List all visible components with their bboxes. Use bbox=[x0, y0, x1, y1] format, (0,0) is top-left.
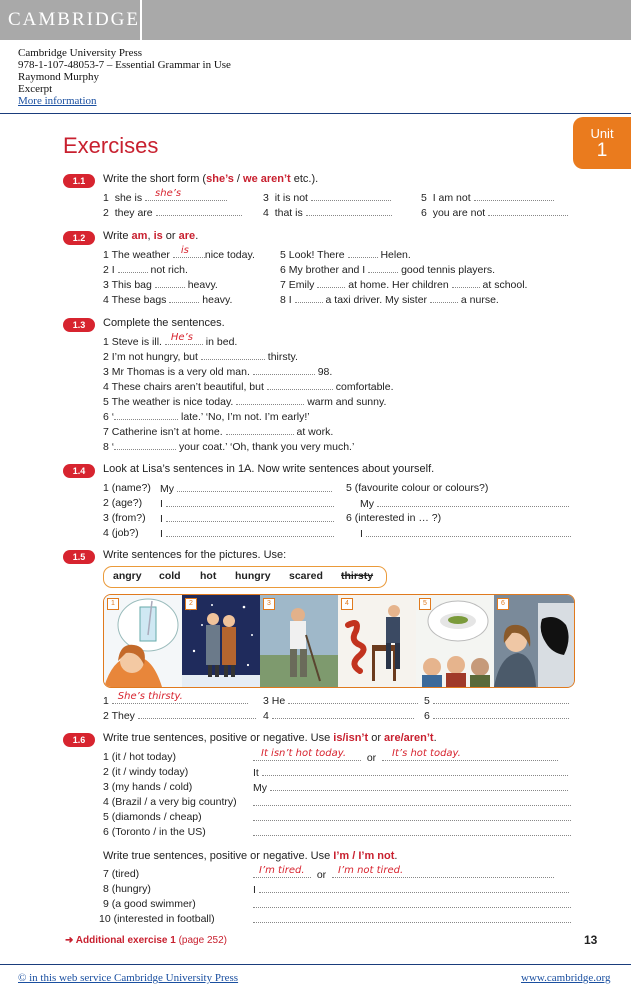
exercise-item: 5 I am not bbox=[421, 191, 554, 204]
exercise-instruction: Write true sentences, positive or negative. Use I’m / I’m not. bbox=[103, 850, 398, 862]
exercise-item: 4 (job?) bbox=[103, 527, 139, 539]
answer-line bbox=[253, 811, 571, 824]
sample-answer: she’s bbox=[155, 188, 182, 199]
exercise-item: 9 (a good swimmer) bbox=[103, 898, 196, 910]
exercise-number: 1.3 bbox=[63, 318, 95, 332]
exercise-item: 1 Steve is ill. He’s in bed. bbox=[103, 332, 238, 348]
page-title: Exercises bbox=[63, 133, 159, 158]
exercise-item: 2 they are bbox=[103, 206, 242, 219]
sample-answer: I’m not tired. bbox=[338, 865, 404, 876]
exercise-item: 1 (it / hot today) bbox=[103, 751, 176, 763]
exercise-item: 4 bbox=[263, 709, 414, 722]
meta-line: Cambridge University Press bbox=[18, 47, 143, 59]
exercise-item: 4 These bags heavy. bbox=[103, 294, 233, 306]
exercise-item: 8 (hungry) bbox=[103, 883, 151, 895]
exercise-item: 6 you are not bbox=[421, 206, 568, 219]
sample-answer: He’s bbox=[170, 332, 193, 343]
answer-line: I bbox=[160, 497, 334, 510]
exercise-instruction: Write am, is or are. bbox=[103, 230, 199, 242]
page-number: 13 bbox=[584, 933, 598, 947]
meta-line: 978-1-107-48053-7 – Essential Grammar in Use bbox=[18, 59, 231, 71]
exercise-item: 1 The weather is nice today. bbox=[103, 245, 255, 261]
answer-line: My bbox=[253, 781, 568, 794]
exercise-item: 10 (interested in football) bbox=[99, 913, 215, 925]
exercise-item: 2 (it / windy today) bbox=[103, 766, 189, 778]
exercise-item: 5 (favourite colour or colours?) bbox=[346, 482, 489, 494]
word: hungry bbox=[235, 570, 271, 582]
answer-line: I bbox=[360, 527, 571, 540]
answer-line: I bbox=[160, 512, 334, 525]
exercise-item: 7 (tired) bbox=[103, 868, 140, 880]
copyright-link[interactable]: © in this web service Cambridge University Press bbox=[18, 972, 239, 984]
exercise-item: 1 she is she’s bbox=[103, 191, 227, 204]
exercise-number: 1.1 bbox=[63, 174, 95, 188]
exercise-item: 5 (diamonds / cheap) bbox=[103, 811, 202, 823]
exercise-instruction: Write sentences for the pictures. Use: bbox=[103, 549, 287, 561]
picture-number: 5 bbox=[419, 598, 431, 610]
picture-hungry bbox=[416, 595, 494, 687]
unit-tab bbox=[573, 117, 631, 169]
exercise-item: 3 (from?) bbox=[103, 512, 146, 524]
sample-answer: She’s thirsty. bbox=[117, 691, 183, 702]
picture-number: 2 bbox=[185, 598, 197, 610]
header-divider bbox=[140, 0, 142, 40]
word: cold bbox=[159, 570, 181, 582]
exercise-item: 5 The weather is nice today. warm and sunny. bbox=[103, 396, 387, 408]
exercise-item: 7 Emily at home. Her children at school. bbox=[280, 279, 528, 291]
sample-answer: It’s hot today. bbox=[392, 748, 461, 759]
answer-line: My bbox=[160, 482, 332, 495]
exercise-item: 3 This bag heavy. bbox=[103, 279, 218, 291]
word-box bbox=[103, 566, 387, 588]
answer-line bbox=[253, 826, 571, 839]
picture-number: 1 bbox=[107, 598, 119, 610]
exercise-item: 3 it is not bbox=[263, 191, 391, 204]
meta-line: Excerpt bbox=[18, 83, 53, 95]
exercise-item: 6 bbox=[424, 709, 569, 722]
unit-label: Unit bbox=[590, 126, 614, 141]
additional-exercise-link[interactable]: ➜ Additional exercise 1 (page 252) bbox=[65, 935, 227, 946]
answer-line: I bbox=[160, 527, 334, 540]
answer-line: It bbox=[253, 766, 568, 779]
exercise-item: 6 (Toronto / in the US) bbox=[103, 826, 206, 838]
word: angry bbox=[113, 570, 142, 582]
picture-number: 4 bbox=[341, 598, 353, 610]
picture-scared bbox=[338, 595, 416, 687]
exercise-item: 5 Look! There Helen. bbox=[280, 249, 411, 261]
word: hot bbox=[200, 570, 217, 582]
exercise-item: 6 (interested in … ?) bbox=[346, 512, 442, 524]
answer-line bbox=[253, 796, 571, 809]
book-meta bbox=[18, 47, 231, 107]
word-crossed-out: thirsty bbox=[341, 570, 374, 582]
meta-line: Raymond Murphy bbox=[18, 71, 99, 83]
bottom-rule bbox=[0, 964, 631, 965]
more-information-link[interactable]: More information bbox=[18, 95, 97, 107]
exercise-item: 3 (my hands / cold) bbox=[103, 781, 193, 793]
picture-thirsty bbox=[104, 595, 182, 687]
answer-line: I’m tired. or I’m not tired. bbox=[253, 868, 554, 881]
exercise-item: 4 (Brazil / a very big country) bbox=[103, 796, 237, 808]
sample-answer: It isn’t hot today. bbox=[261, 748, 347, 759]
exercise-number: 1.2 bbox=[63, 231, 95, 245]
publisher-logo: CAMBRIDGE bbox=[8, 9, 141, 30]
exercise-instruction: Write the short form (she’s / we aren’t etc.). bbox=[103, 173, 319, 185]
picture-hot bbox=[260, 595, 338, 687]
exercise-number: 1.6 bbox=[63, 733, 95, 747]
exercise-item: 6 ‘ late.’ ‘No, I’m not. I’m early!’ bbox=[103, 411, 310, 423]
exercise-number: 1.5 bbox=[63, 550, 95, 564]
picture-number: 3 bbox=[263, 598, 275, 610]
exercise-instruction: Complete the sentences. bbox=[103, 317, 225, 329]
picture-cold bbox=[182, 595, 260, 687]
sample-answer: is bbox=[180, 245, 189, 256]
answer-line: I bbox=[253, 883, 569, 896]
exercise-item: 8 I a taxi driver. My sister a nurse. bbox=[280, 294, 499, 306]
picture-number: 6 bbox=[497, 598, 509, 610]
exercise-item: 6 My brother and I good tennis players. bbox=[280, 264, 496, 276]
exercise-item: 5 bbox=[424, 694, 569, 707]
word: scared bbox=[289, 570, 323, 582]
answer-line: My bbox=[360, 497, 569, 510]
exercise-number: 1.4 bbox=[63, 464, 95, 478]
answer-line bbox=[253, 898, 571, 911]
answer-line bbox=[253, 913, 571, 926]
exercise-item: 2 I not rich. bbox=[103, 264, 188, 276]
exercise-item: 1 (name?) bbox=[103, 482, 151, 494]
header-bar bbox=[0, 0, 631, 40]
exercise-item: 4 These chairs aren’t beautiful, but comfortable. bbox=[103, 381, 394, 393]
exercise-item: 1 She’s thirsty. bbox=[103, 694, 248, 707]
answer-line: It isn’t hot today. or It’s hot today. bbox=[253, 751, 558, 764]
exercise-item: 7 Catherine isn’t at home. at work. bbox=[103, 426, 334, 438]
exercise-item: 3 He bbox=[263, 694, 418, 707]
exercise-instruction: Write true sentences, positive or negative. Use is/isn’t or are/aren’t. bbox=[103, 732, 437, 744]
exercise-item: 2 They bbox=[103, 709, 256, 722]
exercise-instruction: Look at Lisa’s sentences in 1A. Now write sentences about yourself. bbox=[103, 463, 435, 475]
sample-answer: I’m tired. bbox=[259, 865, 305, 876]
unit-number: 1 bbox=[596, 140, 608, 161]
exercise-item: 8 ‘ your coat.’ ‘Oh, thank you very much.’ bbox=[103, 441, 355, 453]
pictures-strip bbox=[103, 594, 575, 688]
exercise-item: 4 that is bbox=[263, 206, 392, 219]
top-rule bbox=[0, 113, 631, 114]
exercise-item: 2 I’m not hungry, but thirsty. bbox=[103, 351, 298, 363]
exercise-item: 2 (age?) bbox=[103, 497, 143, 509]
exercise-item: 3 Mr Thomas is a very old man. 98. bbox=[103, 366, 333, 378]
picture-angry bbox=[494, 595, 574, 687]
website-link[interactable]: www.cambridge.org bbox=[521, 972, 611, 984]
